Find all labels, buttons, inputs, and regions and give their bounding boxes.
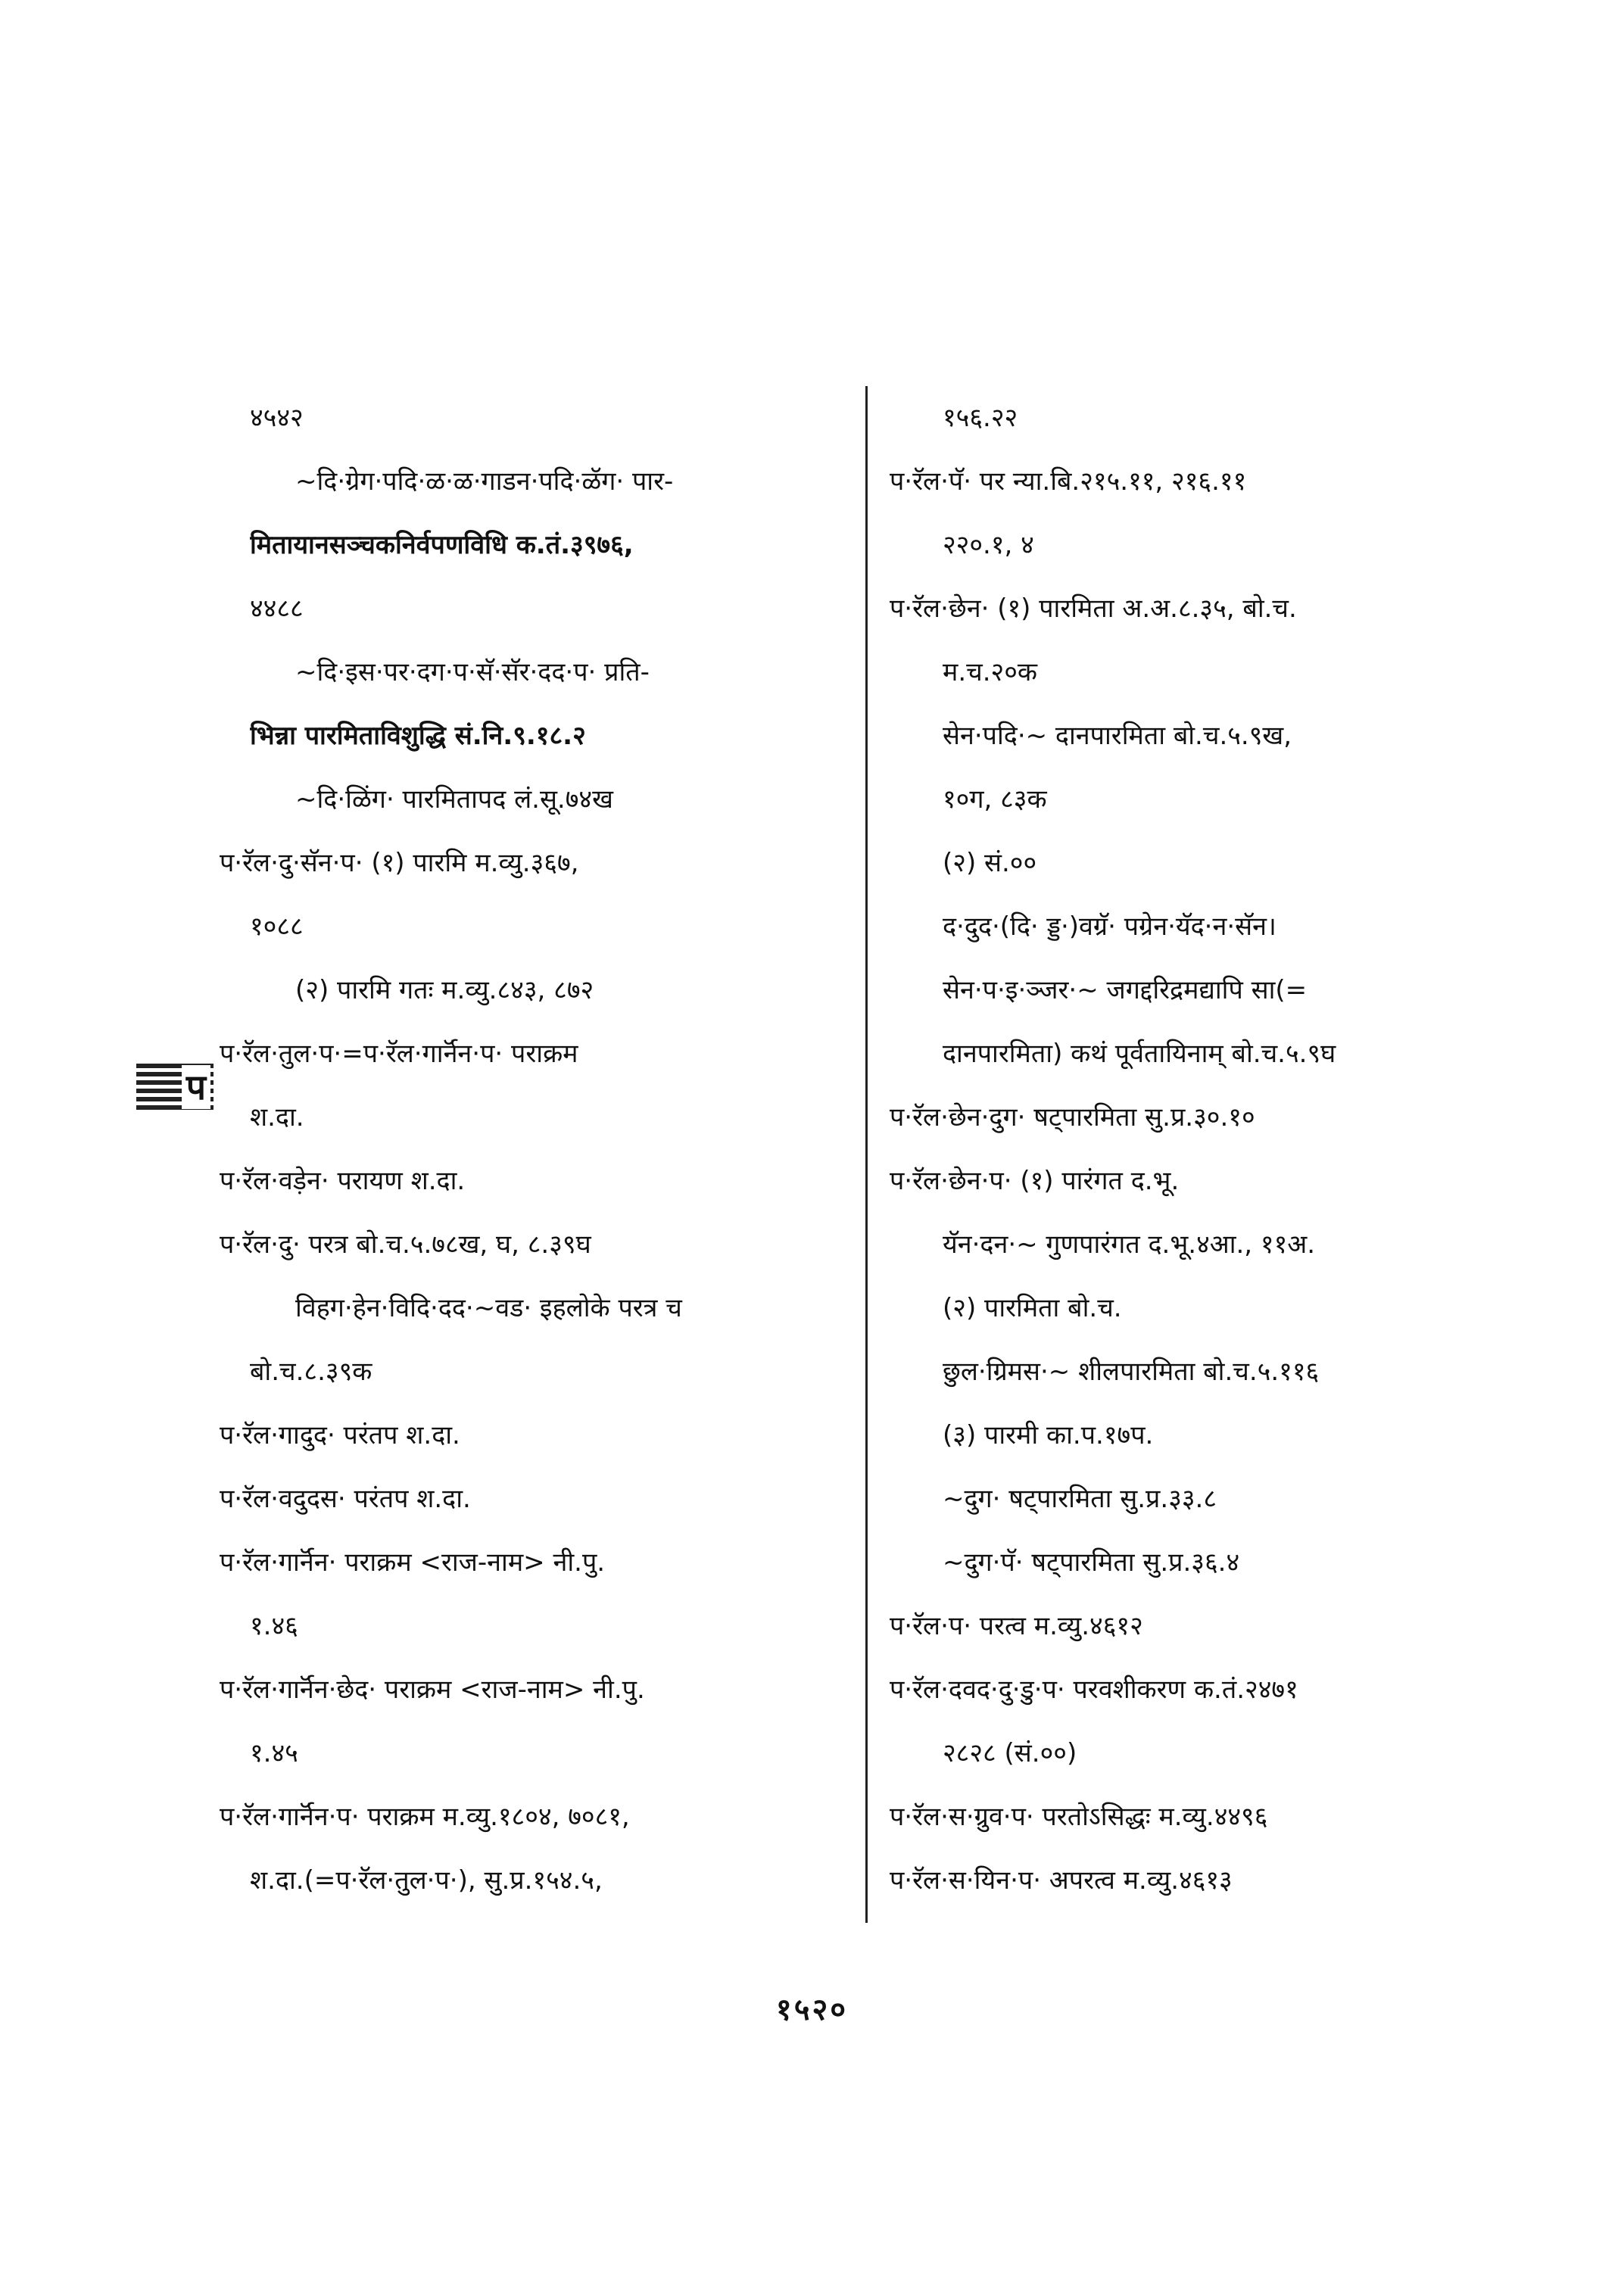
- right-column: [890, 386, 1488, 1912]
- right-headword-line: प·रॅल·पॅ· पर न्या.बि.२१५.११, २१६.११: [890, 466, 1247, 497]
- left-line: श.दा.: [250, 1102, 304, 1132]
- left-line: बो.च.८.३९क: [250, 1357, 372, 1387]
- left-headword-line: प·रॅल·गार्नॅन·छेद· पराक्रम <राज-नाम> नी.पु.: [220, 1675, 645, 1705]
- thumb-index-letter: प: [182, 1065, 210, 1109]
- right-line: दानपारमिता) कथं पूर्वतायिनाम् बो.च.५.९घ: [943, 1039, 1336, 1069]
- right-line: द·दुद·(दि· ड्ड·)वग्रॅ· पग्रेन·यॅद·न·सॅन।: [943, 911, 1276, 942]
- right-headword-line: प·रॅल·स·ग्रुव·प· परतोऽसिद्धः म.व्यु.४४९६: [890, 1802, 1268, 1832]
- left-line: १.४५: [250, 1738, 298, 1768]
- right-headword-line: प·रॅल·स·यिन·प· अपरत्व म.व्यु.४६१३: [890, 1865, 1233, 1896]
- right-line: म.च.२०क: [943, 657, 1038, 687]
- left-line: विहग·हेन·विदि·दद·~वड· इहलोके परत्र च: [295, 1293, 682, 1323]
- right-line: २२०.१, ४: [943, 530, 1034, 560]
- thumb-index-tab: [136, 1064, 214, 1111]
- right-line: यॅन·दन·~ गुणपारंगत द.भू.४आ., ११अ.: [943, 1229, 1316, 1260]
- right-line: ~दुग· षट्पारमिता सु.प्र.३३.८: [943, 1484, 1217, 1514]
- left-line: ४५४२: [250, 403, 304, 433]
- left-headword-line: प·रॅल·तुल·प·=प·रॅल·गार्नॅन·प· पराक्रम: [220, 1039, 578, 1069]
- right-line: ~दुग·पॅ· षट्पारमिता सु.प्र.३६.४: [943, 1547, 1240, 1578]
- left-line: १०८८: [250, 911, 304, 942]
- right-line: २८२८ (सं.००): [943, 1738, 1077, 1768]
- right-headword-line: प·रॅल·प· परत्व म.व्यु.४६१२: [890, 1611, 1143, 1641]
- left-line: ~दि·ग्रेग·पदि·ळ·ळ·गाडन·पदि·ळॅग· पार-: [295, 466, 674, 497]
- right-line: १५६.२२: [943, 403, 1018, 433]
- right-line: सेन·पदि·~ दानपारमिता बो.च.५.९ख,: [943, 721, 1292, 751]
- right-headword-line: प·रॅल·छेन·प· (१) पारंगत द.भू.: [890, 1166, 1180, 1196]
- right-line: (२) सं.००: [943, 848, 1037, 878]
- left-line: १.४६: [250, 1611, 298, 1641]
- right-line: छुल·ग्रिमस·~ शीलपारमिता बो.च.५.११६: [943, 1357, 1320, 1387]
- left-line: ~दि·इस·पर·दग·प·सॅ·सॅर·दद·प· प्रति-: [295, 657, 650, 687]
- left-line: (२) पारमि गतः म.व्यु.८४३, ८७२: [295, 975, 594, 1005]
- left-headword-line: प·रॅल·दु· परत्र बो.च.५.७८ख, घ, ८.३९घ: [220, 1229, 591, 1260]
- right-headword-line: प·रॅल·छेन· (१) पारमिता अ.अ.८.३५, बो.च.: [890, 594, 1297, 624]
- left-headword-line: प·रॅल·वड़ेन· परायण श.दा.: [220, 1166, 466, 1196]
- left-headword-line: प·रॅल·दु·सॅन·प· (१) पारमि म.व्यु.३६७,: [220, 848, 579, 878]
- right-line: (३) पारमी का.प.१७प.: [943, 1420, 1154, 1450]
- left-line: श.दा.(=प·रॅल·तुल·प·), सु.प्र.१५४.५,: [250, 1865, 603, 1896]
- right-line: (२) पारमिता बो.च.: [943, 1293, 1122, 1323]
- right-headword-line: प·रॅल·छेन·दुग· षट्पारमिता सु.प्र.३०.१०: [890, 1102, 1255, 1132]
- left-headword-line: प·रॅल·गार्नॅन·प· पराक्रम म.व्यु.१८०४, ७०८१,: [220, 1802, 630, 1832]
- column-divider: [865, 386, 868, 1923]
- left-headword-line: प·रॅल·वदुदस· परंतप श.दा.: [220, 1484, 471, 1514]
- left-headword-line: प·रॅल·गादुद· परंतप श.दा.: [220, 1420, 460, 1450]
- left-column: [220, 386, 833, 1912]
- page-number: १५२०: [775, 1992, 849, 2027]
- left-line: ~दि·ळिंग· पारमितापद लं.सू.७४ख: [295, 784, 613, 815]
- left-headword-line: प·रॅल·गार्नॅन· पराक्रम <राज-नाम> नी.पु.: [220, 1547, 606, 1578]
- left-line: ४४८८: [250, 594, 304, 624]
- left-line: भिन्ना पारमिताविशुद्धि सं.नि.९.१८.२: [250, 721, 586, 751]
- left-line: मितायानसञ्चकनिर्वपणविधि क.तं.३९७६,: [250, 530, 634, 560]
- right-line: सेन·प·इ·ञ्जर·~ जगद्दरिद्रमद्यापि सा(=: [943, 975, 1308, 1005]
- right-headword-line: प·रॅल·दवद·दु·डु·प· परवशीकरण क.तं.२४७१: [890, 1675, 1298, 1705]
- right-line: १०ग, ८३क: [943, 784, 1047, 815]
